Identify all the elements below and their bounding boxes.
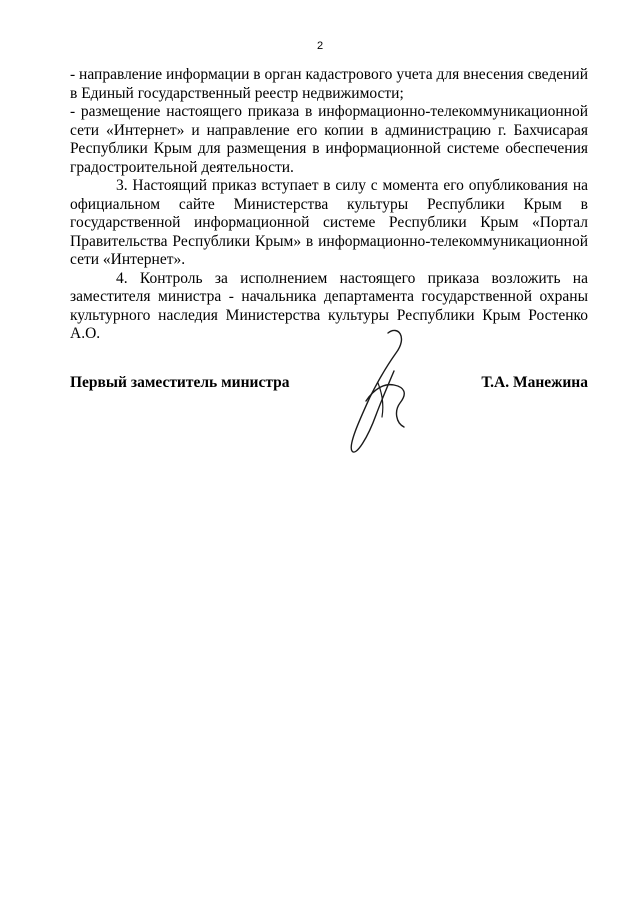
signer-title: Первый заместитель министра	[70, 374, 290, 391]
paragraph-item-3: 3. Настоящий приказ вступает в силу с момента его опубликования на официальном сайте Министерства культуры Республики Крым в государственной информационной системе Республики Крым «Портал Правительства Республики Крым» в информационно-телекоммуникационной сети «Интернет».	[70, 177, 588, 268]
paragraph-cadastral-info: - направление информации в орган кадастрового учета для внесения сведений в Единый государственный реестр недвижимости;	[70, 66, 588, 102]
page-number: 2	[316, 40, 324, 52]
paragraph-internet-publication: - размещение настоящего приказа в информационно-телекоммуникационной сети «Интернет» и направление его копии в администрацию г. Бахчисарая Республики Крым для размещения в информационной системе обеспечения градостроительной деятельности.	[70, 103, 588, 176]
document-body	[70, 66, 588, 344]
signer-name: Т.А. Манежина	[481, 374, 588, 391]
paragraph-item-4: 4. Контроль за исполнением настоящего приказа возложить на заместителя министра - начальника департамента государственной охраны культурного наследия Министерства культуры Республики Крым Ростенко А.О.	[70, 269, 588, 342]
signature-block	[70, 374, 588, 394]
handwritten-signature	[338, 327, 418, 457]
